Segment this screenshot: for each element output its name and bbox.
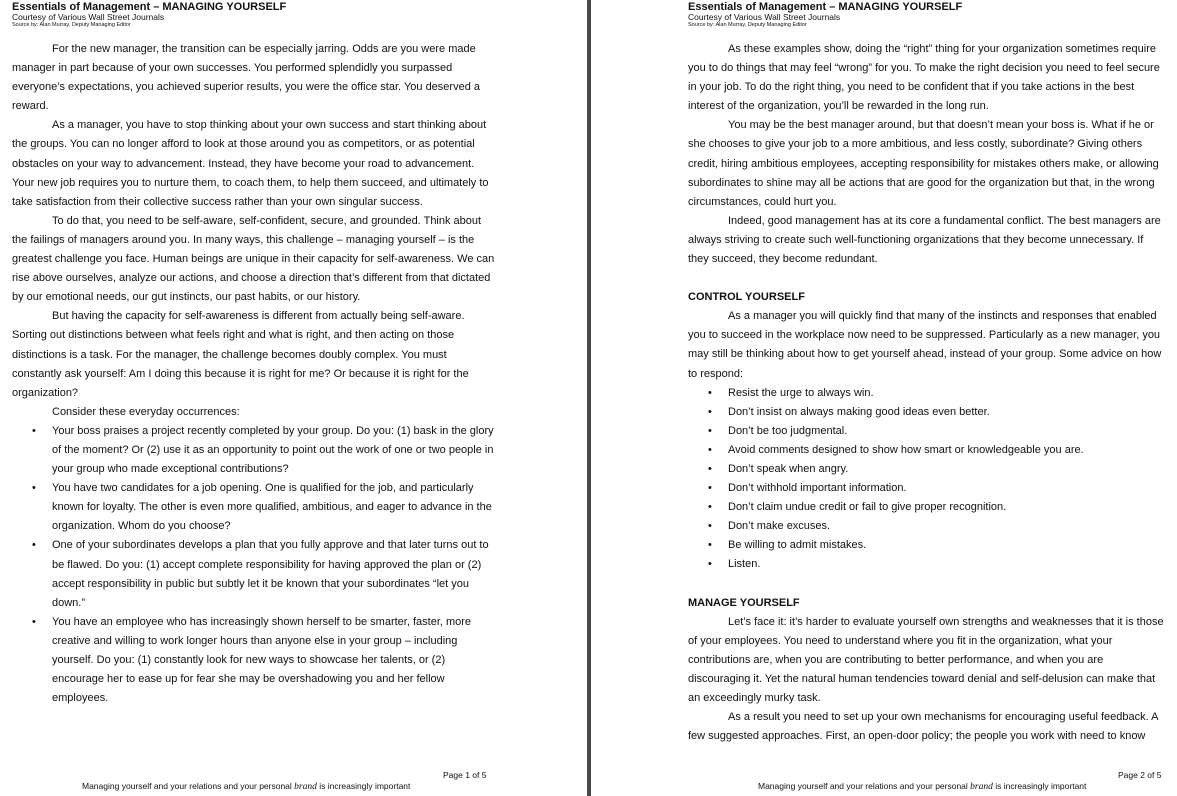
page-footer (82, 781, 410, 792)
paragraph: As these examples show, doing the “right” thing for your organization sometimes require you to do things that may feel “wrong” for you. To make the right decision you need to feel secure in your job. To do the right thing, you need to be confident that if you take actions in the best interest of the organization, you’ll be rewarded in the long run. (688, 43, 1160, 113)
document-page-1 (0, 0, 587, 796)
header-source: Source by: Alan Murray, Deputy Managing Editor (688, 22, 807, 28)
list-item: • Listen. (688, 555, 1164, 574)
page-header (12, 1, 286, 29)
header-title: Essentials of Management – MANAGING YOURSELF (12, 1, 287, 13)
page-number: Page 1 of 5 (443, 770, 487, 780)
footer-text: Managing yourself and your relations and your personal (758, 781, 971, 791)
list-item: • Your boss praises a project recently completed by your group. Do you: (1) bask in the glory of the moment? Or (2) use it as an opportunity to point out the work of one or two people in your group who made exceptional contributions? (12, 422, 496, 479)
footer-brand-word: brand (970, 782, 993, 792)
list-item: • Don’t claim undue credit or fail to give proper recognition. (688, 498, 1164, 517)
header-subtitle: Courtesy of Various Wall Street Journals (12, 12, 165, 22)
paragraph: You may be the best manager around, but that doesn’t mean your boss is. What if he or she chooses to give your job to a more ambitious, and less costly, subordinate? Giving others credit, hiring ambitious employees, accepting responsibility for mistakes others make, or allowing subordinates to shine may all be actions that are good for the organization but that, in the wrong circumstances, could hurt you. (688, 119, 1159, 208)
list-item: • You have two candidates for a job opening. One is qualified for the job, and particularly known for loyalty. The other is even more qualified, ambitious, and eager to advance in the organization. Whom do you choose? (12, 479, 496, 536)
list-item: • Don’t be too judgmental. (688, 422, 1164, 441)
header-title: Essentials of Management – MANAGING YOURSELF (688, 1, 963, 13)
document-page-2 (591, 0, 1177, 796)
list-item: • Don’t withhold important information. (688, 479, 1164, 498)
section-heading-control-yourself: CONTROL YOURSELF (688, 291, 805, 304)
footer-text-end: is increasingly important (316, 781, 411, 791)
list-item: • You have an employee who has increasingly shown herself to be smarter, faster, more creative and willing to work longer hours than anyone else in your group – including yourself. Do you: (1) constantly look for new ways to showcase her talents, or (2) encourage her to ease up for fear she may be overshadowing you and her fellow employees. (12, 613, 496, 708)
header-subtitle: Courtesy of Various Wall Street Journals (688, 12, 841, 22)
page-body (12, 40, 496, 708)
bullet-list (12, 422, 496, 708)
page-header (688, 1, 962, 29)
page-number: Page 2 of 5 (1118, 770, 1162, 780)
list-item: • Don’t make excuses. (688, 517, 1164, 536)
paragraph: Indeed, good management has at its core a fundamental conflict. The best managers are always striving to create such well-functioning organizations that they become unnecessary. If they succeed, they become redundant. (688, 214, 1161, 266)
page-footer (758, 781, 1086, 792)
paragraph: For the new manager, the transition can be especially jarring. Odds are you were made manager in part because of your own successes. You performed splendidly you surpassed everyone’s expectations, you achieved superior results, you were the office star. You deserved a reward. (12, 43, 480, 113)
list-item: • Be willing to admit mistakes. (688, 536, 1164, 555)
header-source: Source by: Alan Murray, Deputy Managing Editor (12, 22, 131, 28)
paragraph: As a result you need to set up your own mechanisms for encouraging useful feedback. A few suggested approaches. First, an open-door policy; the people you work with need to know (688, 711, 1158, 743)
paragraph: As a manager you will quickly find that many of the instincts and responses that enabled you to succeed in the workplace now need to be suppressed. Particularly as a new manager, you may still be thinking about how to get yourself ahead, instead of your group. Some advice on how to respond: (688, 310, 1162, 380)
paragraph: To do that, you need to be self-aware, self-confident, secure, and grounded. Think about the failings of managers around you. In many ways, this challenge – managing yourself – is the greatest challenge you face. Human beings are unique in their capacity for self-awareness. We can rise above ourselves, analyze our actions, and choose a direction that’s different from that dictated by our emotional needs, our gut instincts, our past habits, or our history. (12, 214, 495, 304)
page-body (688, 40, 1164, 746)
list-item: • Don’t insist on always making good ideas even better. (688, 403, 1164, 422)
lead-in-text: Consider these everyday occurrences: (52, 405, 240, 418)
footer-brand-word: brand (294, 782, 317, 792)
list-item: • One of your subordinates develops a plan that you fully approve and that later turns out to be flawed. Do you: (1) accept complete responsibility for having approved the plan or (2) accept responsibility in public but subtly let it be known that your subordinates “let you down.” (12, 536, 496, 612)
paragraph: Let’s face it: it’s harder to evaluate yourself own strengths and weaknesses that it is those of your employees. You need to understand where you fit in the organization, what your contributions are, when you are contributing to better performance, and when you are discouraging it. Yet the natural human tendencies toward denial and self-delusion can make that an exceedingly murky task. (688, 615, 1164, 704)
list-item: • Resist the urge to always win. (688, 384, 1164, 403)
footer-text: Managing yourself and your relations and your personal (82, 781, 295, 791)
advice-list (688, 384, 1164, 575)
list-item: • Don’t speak when angry. (688, 460, 1164, 479)
paragraph: As a manager, you have to stop thinking about your own success and start thinking about the groups. You can no longer afford to look at those around you as competitors, or as potential obstacles on your way to advancement. Instead, they have become your road to advancement. Your new job requires you to nurture them, to coach them, to help them succeed, and ultimately to take satisfaction from their collective success rather than your own singular success. (12, 119, 489, 208)
section-heading-manage-yourself: MANAGE YOURSELF (688, 596, 800, 609)
footer-text-end: is increasingly important (992, 781, 1087, 791)
list-item: • Avoid comments designed to show how smart or knowledgeable you are. (688, 441, 1164, 460)
paragraph: But having the capacity for self-awareness is different from actually being self-aware. Sorting out distinctions between what feels right and what is right, and then acting on those distinctions is a task. For the manager, the challenge becomes doubly complex. You must constantly ask yourself: Am I doing this because it is right for me? Or because it is right for the organization? (12, 310, 469, 399)
